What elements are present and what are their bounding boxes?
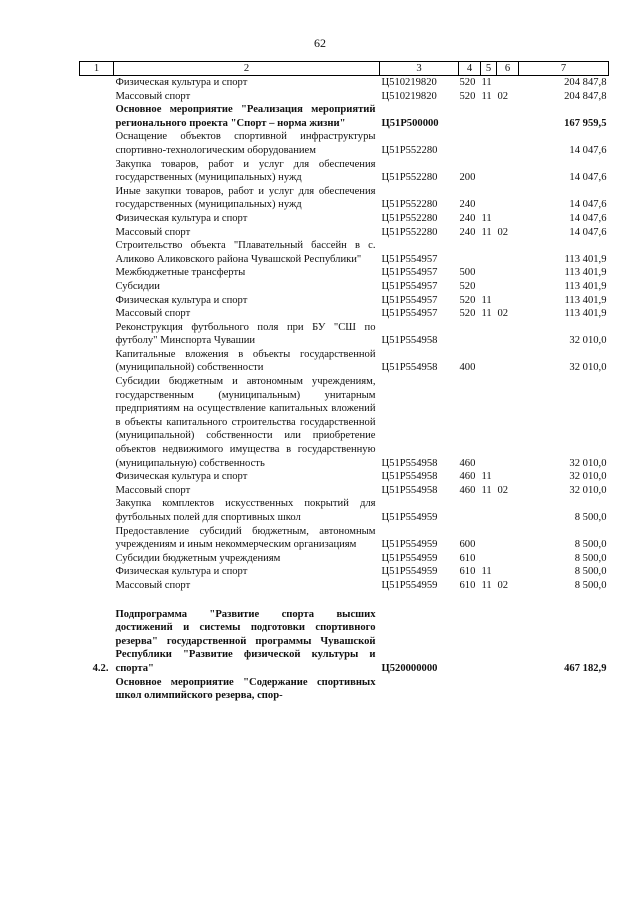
row-group [497,130,519,157]
table-row [80,470,609,484]
row-amount: 8 500,0 [574,579,607,591]
row-section: 400 [459,362,476,374]
row-section [459,103,481,130]
row-number [80,185,114,212]
row-section: 500 [459,267,476,279]
row-group [497,212,519,226]
row-name: Основное мероприятие "Реализация мероприятий регионального проекта "Спорт – норма жизни" [115,104,376,129]
row-name: Массовый спорт [115,484,191,496]
row-number [80,525,114,552]
header-cell: 3 [380,62,459,76]
row-subsection: 11 [481,226,492,238]
row-amount: 204 847,8 [564,77,607,88]
row-group [497,76,519,90]
row-number [80,676,114,703]
table-row [80,185,609,212]
row-section: 610 [459,566,476,578]
row-group [497,497,519,524]
row-code: Ц51P500000 [381,117,439,129]
row-amount: 14 047,6 [569,144,607,156]
row-section: 520 [459,280,476,292]
table-row [80,552,609,566]
row-group [497,470,519,484]
row-subsection [481,185,497,212]
row-amount: 14 047,6 [569,199,607,211]
table-row [80,76,609,90]
table-row [80,608,609,676]
row-subsection [481,375,497,470]
row-number [80,158,114,185]
row-name: Подпрограмма "Развитие спорта высших достижений и системы подготовки спортивного резерва" государственной программы Чувашской Республики "Развитие физической культуры и спорта" [115,608,376,674]
row-code: Ц51P554959 [381,512,438,523]
row-section: 600 [459,539,476,551]
row-name: Оснащение объектов спортивной инфраструктуры спортивно-технологическим оборудованием [115,131,376,156]
table-row [80,158,609,185]
row-code: Ц51P552280 [381,144,438,156]
row-section: 240 [459,226,476,238]
table-row [80,497,609,524]
row-code: Ц51P554958 [381,471,438,483]
row-number [80,470,114,484]
row-group: 02 [497,484,509,496]
row-subsection [481,348,497,375]
row-name: Капитальные вложения в объекты государственной (муниципальной) собственности [115,348,376,374]
row-group [497,294,519,308]
row-group [497,552,519,566]
row-subsection: 11 [481,308,492,320]
row-subsection [481,608,497,676]
row-number [80,294,114,308]
header-cell: 6 [497,62,519,76]
row-number [80,130,114,157]
row-section [459,676,481,703]
row-code: Ц51P554958 [381,484,438,496]
row-name: Физическая культура и спорт [115,77,248,88]
row-group: 02 [497,90,509,102]
row-code: Ц51P554959 [381,552,438,564]
row-name: Закупка комплектов искусственных покрытий для футбольных полей для спортивных школ [115,498,376,523]
row-code: Ц51P552280 [381,172,438,184]
row-subsection [481,552,497,566]
row-code: Ц51P554957 [381,267,438,279]
row-section [459,239,481,266]
header-cell: 5 [481,62,497,76]
row-amount: 14 047,6 [569,212,607,224]
table-row [80,348,609,375]
row-subsection [481,158,497,185]
row-section: 460 [459,471,476,483]
row-section: 520 [459,90,476,102]
row-name: Строительство объекта "Плавательный бассейн в с. Аликово Аликовского района Чувашской Республики" [115,240,376,265]
row-section [459,130,481,157]
budget-table [79,61,609,703]
row-code: Ц51P552280 [381,226,438,238]
row-subsection [481,525,497,552]
row-section: 200 [459,172,476,184]
table-row [80,103,609,130]
row-name: Субсидии [115,280,160,292]
row-subsection [481,239,497,266]
row-number [80,280,114,294]
row-group [497,280,519,294]
row-amount: 467 182,9 [564,662,607,674]
row-subsection: 11 [481,579,492,591]
page-number: 62 [314,36,326,50]
row-group [497,348,519,375]
table-row [80,130,609,157]
row-code: Ц51P554959 [381,579,438,591]
row-name: Реконструкция футбольного поля при БУ "СШ по футболу" Минспорта Чувашии [115,321,376,347]
row-code: Ц51P552280 [381,199,438,211]
row-number [80,497,114,524]
table-row [80,90,609,104]
row-code: Ц51P554959 [381,539,438,551]
row-name: Физическая культура и спорт [115,471,248,483]
row-section: 520 [459,77,476,88]
table-header-row [80,62,609,76]
row-number [80,484,114,498]
row-name: Предоставление субсидий бюджетным, автономным учреждениям и иным некоммерческим организациям [115,525,376,551]
table-row [80,212,609,226]
row-number [80,266,114,280]
table-row [80,294,609,308]
table-row [80,565,609,579]
row-amount: 8 500,0 [574,512,607,523]
table-row [80,239,609,266]
row-amount: 8 500,0 [574,539,607,551]
row-section: 460 [459,484,476,496]
row-amount: 32 010,0 [569,362,607,374]
row-code: Ц51P554957 [381,308,438,320]
row-subsection [481,103,497,130]
row-subsection [481,280,497,294]
row-code: Ц51P554959 [381,566,438,578]
table-row [80,375,609,470]
row-amount: 32 010,0 [569,471,607,483]
row-section: 460 [459,457,476,469]
row-section [459,608,481,676]
header-cell: 2 [114,62,380,76]
table-row [80,321,609,348]
row-name: Основное мероприятие "Содержание спортивных школ олимпийского резерва, спор- [115,676,376,702]
row-name: Субсидии бюджетным учреждениям [115,552,281,564]
row-name: Физическая культура и спорт [115,294,248,306]
row-number [80,321,114,348]
table-row [80,484,609,498]
row-code: Ц51P554958 [381,335,438,347]
row-amount: 32 010,0 [569,484,607,496]
spacer-cell [80,593,609,608]
row-number [80,76,114,90]
row-section: 240 [459,212,476,224]
row-name: Закупка товаров, работ и услуг для обеспечения государственных (муниципальных) нужд [115,158,376,184]
row-code: Ц51P554958 [381,362,438,374]
row-amount: 113 401,9 [564,294,607,306]
row-amount: 113 401,9 [564,253,607,265]
row-name: Физическая культура и спорт [115,566,248,578]
row-number [80,239,114,266]
row-code [380,676,459,703]
row-group [497,565,519,579]
row-code: Ц51P554958 [381,457,438,469]
row-code: Ц51P554957 [381,280,438,292]
row-section [459,321,481,348]
row-section: 240 [459,199,476,211]
row-group [497,525,519,552]
header-cell: 4 [459,62,481,76]
row-group: 02 [497,308,509,320]
row-section: 610 [459,552,476,564]
row-name: Массовый спорт [115,579,191,591]
row-section: 520 [459,308,476,320]
row-group [497,239,519,266]
row-number [80,307,114,321]
row-amount: 113 401,9 [564,308,607,320]
table-row [80,266,609,280]
row-subsection: 11 [481,212,492,224]
row-subsection [481,321,497,348]
row-amount: 8 500,0 [574,552,607,564]
row-number [80,375,114,470]
row-number [80,103,114,130]
row-group [497,375,519,470]
row-amount: 167 959,5 [564,117,607,129]
table-row [80,676,609,703]
row-number [80,226,114,240]
row-group [497,676,519,703]
row-subsection [481,266,497,280]
row-code: Ц51P554957 [381,294,438,306]
row-group: 02 [497,579,509,591]
row-subsection [481,676,497,703]
row-group [497,185,519,212]
row-name: Массовый спорт [115,308,191,320]
row-name: Массовый спорт [115,90,191,102]
row-number [80,90,114,104]
row-name: Иные закупки товаров, работ и услуг для обеспечения государственных (муниципальных) нужд [115,185,376,211]
table-row [80,525,609,552]
row-amount: 113 401,9 [564,267,607,279]
row-code: Ц510219820 [381,90,437,102]
row-amount [519,676,609,703]
row-group [497,266,519,280]
row-amount: 113 401,9 [564,280,607,292]
row-name: Массовый спорт [115,226,191,238]
row-amount: 14 047,6 [569,172,607,184]
row-code: Ц51P552280 [381,212,438,224]
header-cell: 1 [80,62,114,76]
row-subsection: 11 [481,566,492,578]
row-subsection: 11 [481,471,492,483]
row-group [497,103,519,130]
row-subsection: 11 [481,484,492,496]
row-amount: 32 010,0 [569,457,607,469]
row-spacer [80,593,609,608]
table-row [80,226,609,240]
row-amount: 204 847,8 [564,90,607,102]
row-number: 4.2. [92,662,109,674]
row-subsection [481,497,497,524]
row-amount: 14 047,6 [569,226,607,238]
row-number [80,579,114,593]
row-name: Межбюджетные трансферты [115,267,246,279]
row-section: 610 [459,579,476,591]
row-subsection: 11 [481,90,492,102]
row-group [497,321,519,348]
row-subsection: 11 [481,77,492,88]
row-amount: 8 500,0 [574,566,607,578]
row-number [80,552,114,566]
row-code: Ц510219820 [381,77,437,88]
row-name: Субсидии бюджетным и автономным учреждениям, государственным (муниципальным) унитарным предприятиям на осуществление капитальных вложений в объекты капитального строительства государственной (муниципальной) собственности или приобретение объектов недвижимого имущества в государственную (муниципальную) собственность [115,376,376,469]
row-code: Ц51P554957 [381,253,438,265]
row-amount: 32 010,0 [569,335,607,347]
row-number [80,348,114,375]
header-cell: 7 [519,62,609,76]
table-row [80,579,609,593]
row-group [497,608,519,676]
table-row [80,280,609,294]
row-name: Физическая культура и спорт [115,212,248,224]
row-subsection [481,130,497,157]
row-number [80,565,114,579]
row-group: 02 [497,226,509,238]
row-section: 520 [459,294,476,306]
row-section [459,497,481,524]
row-code: Ц520000000 [381,662,438,674]
row-subsection: 11 [481,294,492,306]
table-row [80,307,609,321]
row-number [80,212,114,226]
row-group [497,158,519,185]
